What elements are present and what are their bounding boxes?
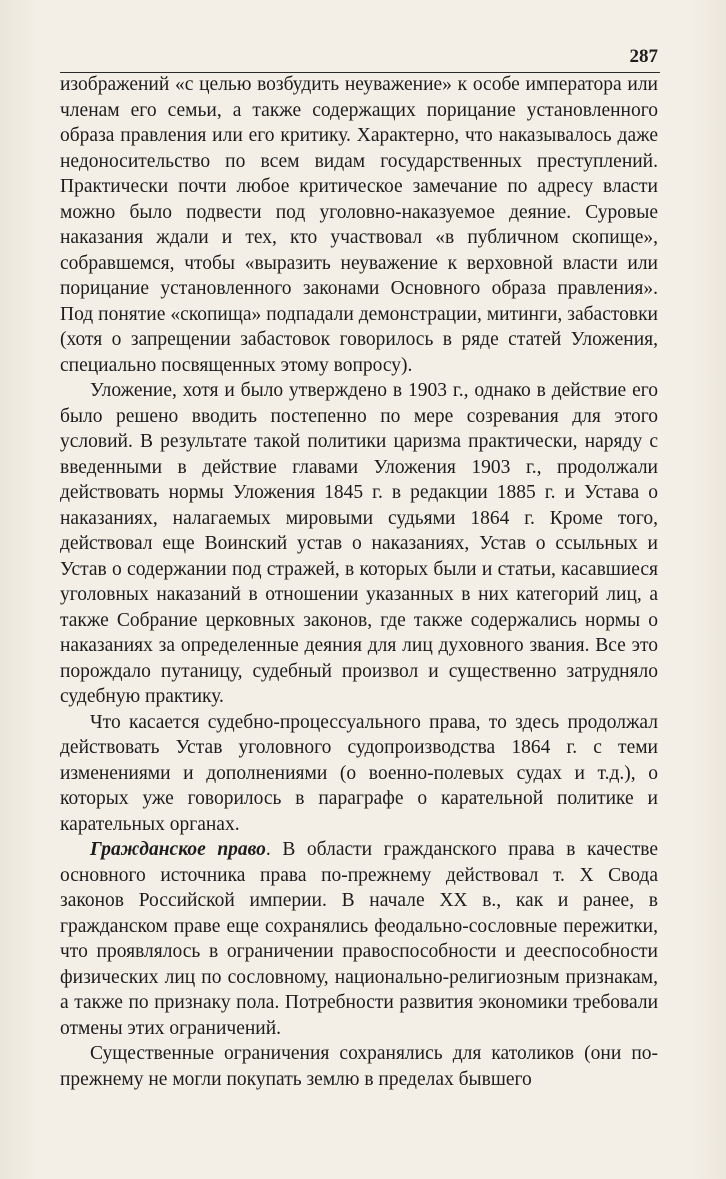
page-number: 287 bbox=[629, 46, 658, 67]
paragraph-procedural-law: Что касается судебно-процессуального права, то здесь продолжал действовать Устав уголовного судопроизводства 1864 г. с теми изменениями и дополнениями (о военно-полевых судах и т.д.), о которых уже говорилось в параграфе о карательной политике и карательных органах. bbox=[60, 711, 658, 835]
paragraph-restrictions: Существенные ограничения сохранялись для католиков (они по-прежнему не могли покупать землю в пределах бывшего bbox=[60, 1043, 658, 1090]
body-text bbox=[60, 72, 658, 1092]
paragraph-continuation: изображений «с целью возбудить неуважение» к особе императора или членам его семьи, а также содержащих порицание установленного образа правления или его критику. Характерно, что наказывалось даже недоносительство по всем видам государственных преступлений. Практически почти любое критическое замечание по адресу власти можно было подвести под уголовно-наказуемое деяние. Суровые наказания ждали и тех, кто участвовал «в публичном скопище», собравшемся, чтобы «выразить неуважение к верховной власти или порицание установленного законами Основного образа правления». Под понятие «скопища» подпадали демонстрации, митинги, забастовки (хотя о запрещении забастовок говорилось в ряде статей Уложения, специально посвященных этому вопросу). bbox=[60, 74, 658, 376]
civil-law-text: . В области гражданского права в качестве основного источника права по-прежнему действовал т. X Свода законов Российской империи. В начале XX в., как и ранее, в гражданском праве еще сохранялись феодально-сословные пережитки, что проявлялось в ограничении правоспособности и дееспособности физических лиц по сословному, национально-религиозным признакам, а также по признаку пола. Потребности развития экономики требовали отмены этих ограничений. bbox=[60, 839, 658, 1039]
paragraph-ulozhenie: Уложение, хотя и было утверждено в 1903 г., однако в действие его было решено вводить постепенно по мере созревания для этого условий. В результате такой политики царизма практически, наряду с введенными в действие главами Уложения 1903 г., продолжали действовать нормы Уложения 1845 г. в редакции 1885 г. и Устава о наказаниях, налагаемых мировыми судьями 1864 г. Кроме того, действовал еще Воинский устав о наказаниях, Устав о ссыльных и Устав о содержании под стражей, в которых были и статьи, касавшиеся уголовных наказаний в отношении указанных в них категорий лиц, а также Собрание церковных законов, где также содержались нормы о наказаниях за определенные деяния для лиц духовного звания. Все это порождало путаницу, судебный произвол и существенно затрудняло судебную практику. bbox=[60, 380, 658, 707]
section-title-civil-law: Гражданское право bbox=[90, 839, 266, 860]
paragraph-civil-law bbox=[60, 837, 658, 1041]
